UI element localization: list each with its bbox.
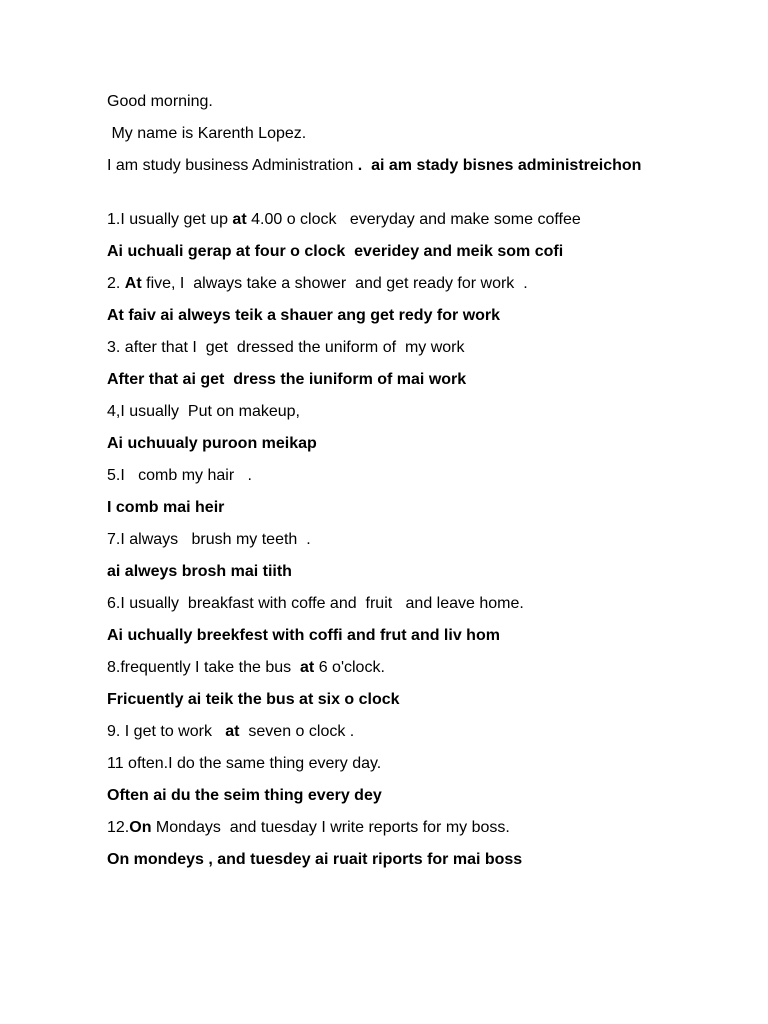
routine-line-11: 11 often.I do the same thing every day. bbox=[107, 755, 382, 772]
study-text: I am study business Administration bbox=[107, 157, 358, 174]
phonetic-line-1: Ai uchuali gerap at four o clock everidey and meik som cofi bbox=[107, 243, 564, 260]
line-12-text: 12. bbox=[107, 819, 130, 836]
routine-line-6: 6.I usually breakfast with coffe and fruit and leave home. bbox=[107, 595, 524, 612]
phonetic-line-5: I comb mai heir bbox=[107, 499, 225, 516]
phonetic-line-8: Fricuently ai teik the bus at six o clock bbox=[107, 691, 400, 708]
line-2-text: 2. bbox=[107, 275, 125, 292]
phonetic-line-6: Ai uchually breekfest with coffi and frut and liv hom bbox=[107, 627, 500, 644]
line-9-text-end: seven o clock . bbox=[239, 723, 355, 740]
line-9-emphasis: at bbox=[225, 723, 240, 740]
routine-line-1 bbox=[107, 209, 707, 231]
phonetic-line-3: After that ai get dress the iuniform of mai work bbox=[107, 371, 467, 388]
line-12-emphasis: On bbox=[129, 819, 152, 836]
routine-line-8 bbox=[107, 657, 707, 679]
line-1-text: 1.I usually get up bbox=[107, 211, 233, 228]
greeting-line: Good morning. bbox=[107, 93, 213, 110]
phonetic-line-7: ai alweys brosh mai tiith bbox=[107, 563, 292, 580]
routine-line-7: 7.I always brush my teeth . bbox=[107, 531, 311, 548]
routine-line-5: 5.I comb my hair . bbox=[107, 467, 252, 484]
phonetic-line-2: At faiv ai alweys teik a shauer ang get redy for work bbox=[107, 307, 501, 324]
line-2-emphasis: At bbox=[124, 275, 142, 292]
line-9-text: 9. I get to work bbox=[107, 723, 226, 740]
routine-line-9 bbox=[107, 721, 707, 743]
phonetic-line-11: Often ai du the seim thing every dey bbox=[107, 787, 382, 804]
line-8-emphasis: at bbox=[300, 659, 315, 676]
phonetic-line-4: Ai uchuualy puroon meikap bbox=[107, 435, 317, 452]
line-1-emphasis: at bbox=[232, 211, 247, 228]
name-line: My name is Karenth Lopez. bbox=[107, 125, 307, 142]
study-line bbox=[107, 155, 707, 177]
routine-line-12 bbox=[107, 817, 707, 839]
line-1-text-end: 4.00 o clock everyday and make some coffee bbox=[246, 211, 581, 228]
routine-line-3: 3. after that I get dressed the uniform of my work bbox=[107, 339, 465, 356]
line-2-text-end: five, I always take a shower and get ready for work . bbox=[141, 275, 528, 292]
study-phonetic: . ai am stady bisnes administreichon bbox=[357, 157, 642, 174]
line-12-text-end: Mondays and tuesday I write reports for my boss. bbox=[151, 819, 510, 836]
line-8-text: 8.frequently I take the bus bbox=[107, 659, 301, 676]
routine-line-4: 4,I usually Put on makeup, bbox=[107, 403, 300, 420]
routine-line-2 bbox=[107, 273, 707, 295]
phonetic-line-12: On mondeys , and tuesdey ai ruait riports for mai boss bbox=[107, 851, 523, 868]
line-8-text-end: 6 o'clock. bbox=[314, 659, 385, 676]
